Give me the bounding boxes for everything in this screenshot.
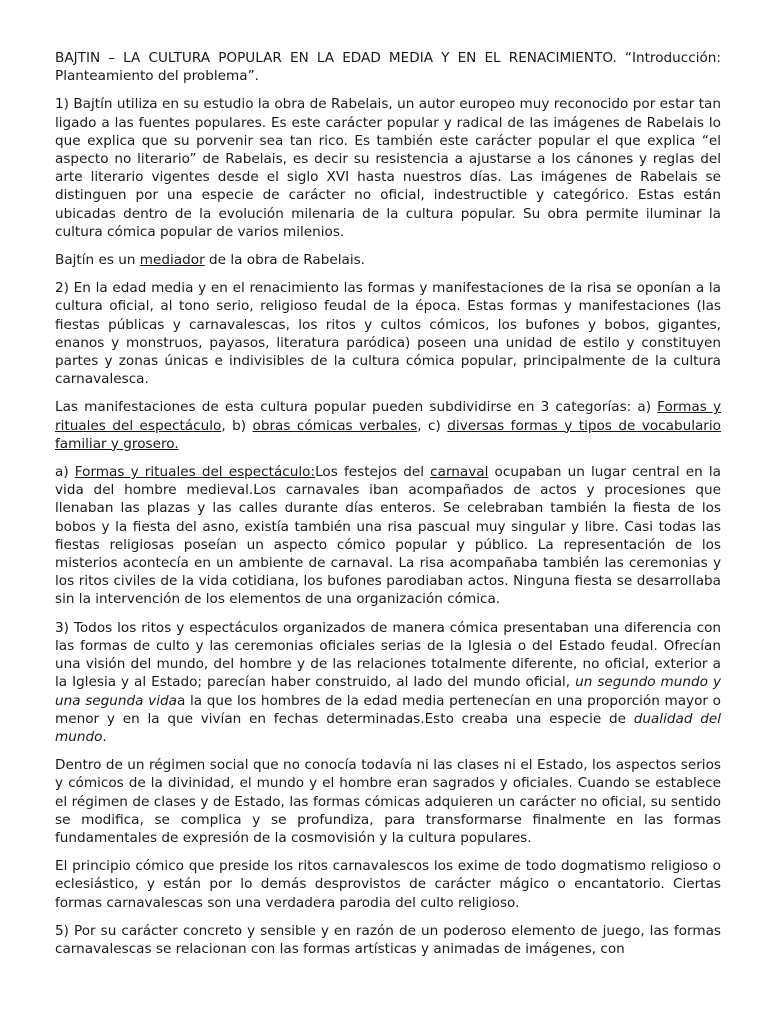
category-b: obras cómicas verbales — [252, 417, 418, 434]
paragraph-6-text-mid: a la que los hombres de la edad media pertenecían en una proporción mayor o menor y en la que vivían en fechas determinadas.Esto creaba una especie de — [55, 692, 721, 727]
paragraph-3: 2) En la edad media y en el renacimiento las formas y manifestaciones de la risa se oponían a la cultura oficial, al tono serio, religioso feudal de la época. Estas formas y manifestaciones (las fiestas públicas y carnavalescas, los ritos y cultos cómicos, los bufones y bobos, gigantes, enanos y monstruos, payasos, literatura paródica) poseen una unidad de estilo y constituyen partes y zonas únicas e indivisibles de la cultura cómica popular, principalmente de la cultura carnavalesca. — [55, 280, 721, 388]
italic-phrase-dualidad: dualidad del mundo — [55, 710, 721, 745]
italic-phrase-segundo-mundo: un segundo mundo y una segunda vida — [55, 674, 721, 709]
separator: , b) — [221, 417, 253, 434]
paragraph-1: 1) Bajtín utiliza en su estudio la obra de Rabelais, un autor europeo muy reconocido por estar tan ligado a las fuentes populares. Es este carácter popular y radical de las imágenes de Rabelais lo que explica que su porvenir sea tan rico. Es también este carácter popular el que explica “el aspecto no literario” de Rabelais, es decir su resistencia a ajustarse a los cánones y reglas del arte literario vigentes desde el siglo XVI hasta nuestros días. Las imágenes de Rabelais se distinguen por una especie de carácter no oficial, indestructible y categórico. Estas están ubicadas dentro de la evolución milenaria de la cultura popular. Su obra permite iluminar la cultura cómica popular de varios milenios. — [55, 96, 721, 240]
paragraph-5-text-end: ocupaban un lugar central en la vida del hombre medieval.Los carnavales iban acompañados de actos y procesiones que llenaban las plazas y las calles durante días enteros. Se celebraban también la fiesta de los bobos y la fiesta del asno, existía también una risa pascual muy singular y libre. Casi todas las fiestas religiosas poseían un aspecto cómico popular y público. La representación de los misterios acontecía en un ambiente de carnaval. La risa acompañaba también las ceremonias y los ritos civiles de la vida cotidiana, los bufones parodiaban actos. Ninguna fiesta se desarrollaba sin la intervención de los elementos de una organización cómica. — [55, 464, 721, 608]
underlined-term-carnaval: carnaval — [430, 464, 489, 481]
paragraph-2-text: Bajtín es un — [55, 252, 140, 269]
underlined-term-mediador: mediador — [139, 252, 205, 269]
paragraph-5-text: Los festejos del — [315, 464, 431, 481]
section-heading-a: Formas y rituales del espectáculo: — [74, 464, 316, 481]
paragraph-2 — [55, 251, 721, 269]
paragraph-5-prefix: a) — [55, 464, 75, 481]
paragraph-6 — [55, 619, 721, 746]
category-c: diversas formas y tipos de vocabulario familiar y grosero. — [55, 417, 721, 452]
paragraph-8: El principio cómico que preside los ritos carnavalescos los exime de todo dogmatismo religioso o eclesiástico, y están por lo demás desprovistos de carácter mágico o encantatorio. Ciertas formas carnavalescas son una verdadera parodia del culto religioso. — [55, 858, 721, 911]
paragraph-4-text: Las manifestaciones de esta cultura popular pueden subdividirse en 3 categorías: a) — [55, 399, 658, 416]
separator: , c) — [417, 417, 448, 434]
document-title: BAJTIN – LA CULTURA POPULAR EN LA EDAD MEDIA Y EN EL RENACIMIENTO. “Introducción: Planteamiento del problema”. — [55, 50, 721, 85]
paragraph-2-text-end: de la obra de Rabelais. — [204, 252, 366, 269]
category-a: Formas y rituales del espectáculo — [55, 399, 721, 434]
paragraph-7: Dentro de un régimen social que no conocía todavía ni las clases ni el Estado, los aspectos serios y cómicos de la divinidad, el mundo y el hombre eran sagrados y oficiales. Cuando se establece el régimen de clases y de Estado, las formas cómicas adquieren un carácter no oficial, su sentido se modifica, se complica y se profundiza, para transformarse finalmente en las formas fundamentales de expresión de la cosmovisión y la cultura populares. — [55, 757, 721, 846]
paragraph-6-text: 3) Todos los ritos y espectáculos organizados de manera cómica presentaban una diferencia con las formas de culto y las ceremonias oficiales serias de la Iglesia o del Estado feudal. Ofrecían una visión del mundo, del hombre y de las relaciones totalmente diferente, no oficial, exterior a la Iglesia y al Estado; parecían haber construido, al lado del mundo oficial, — [55, 619, 721, 691]
paragraph-4 — [55, 398, 721, 453]
paragraph-5 — [55, 463, 721, 609]
paragraph-9: 5) Por su carácter concreto y sensible y en razón de un poderoso elemento de juego, las formas carnavalescas se relacionan con las formas artísticas y animadas de imágenes, con — [55, 922, 721, 957]
paragraph-6-text-end: . — [102, 728, 107, 745]
